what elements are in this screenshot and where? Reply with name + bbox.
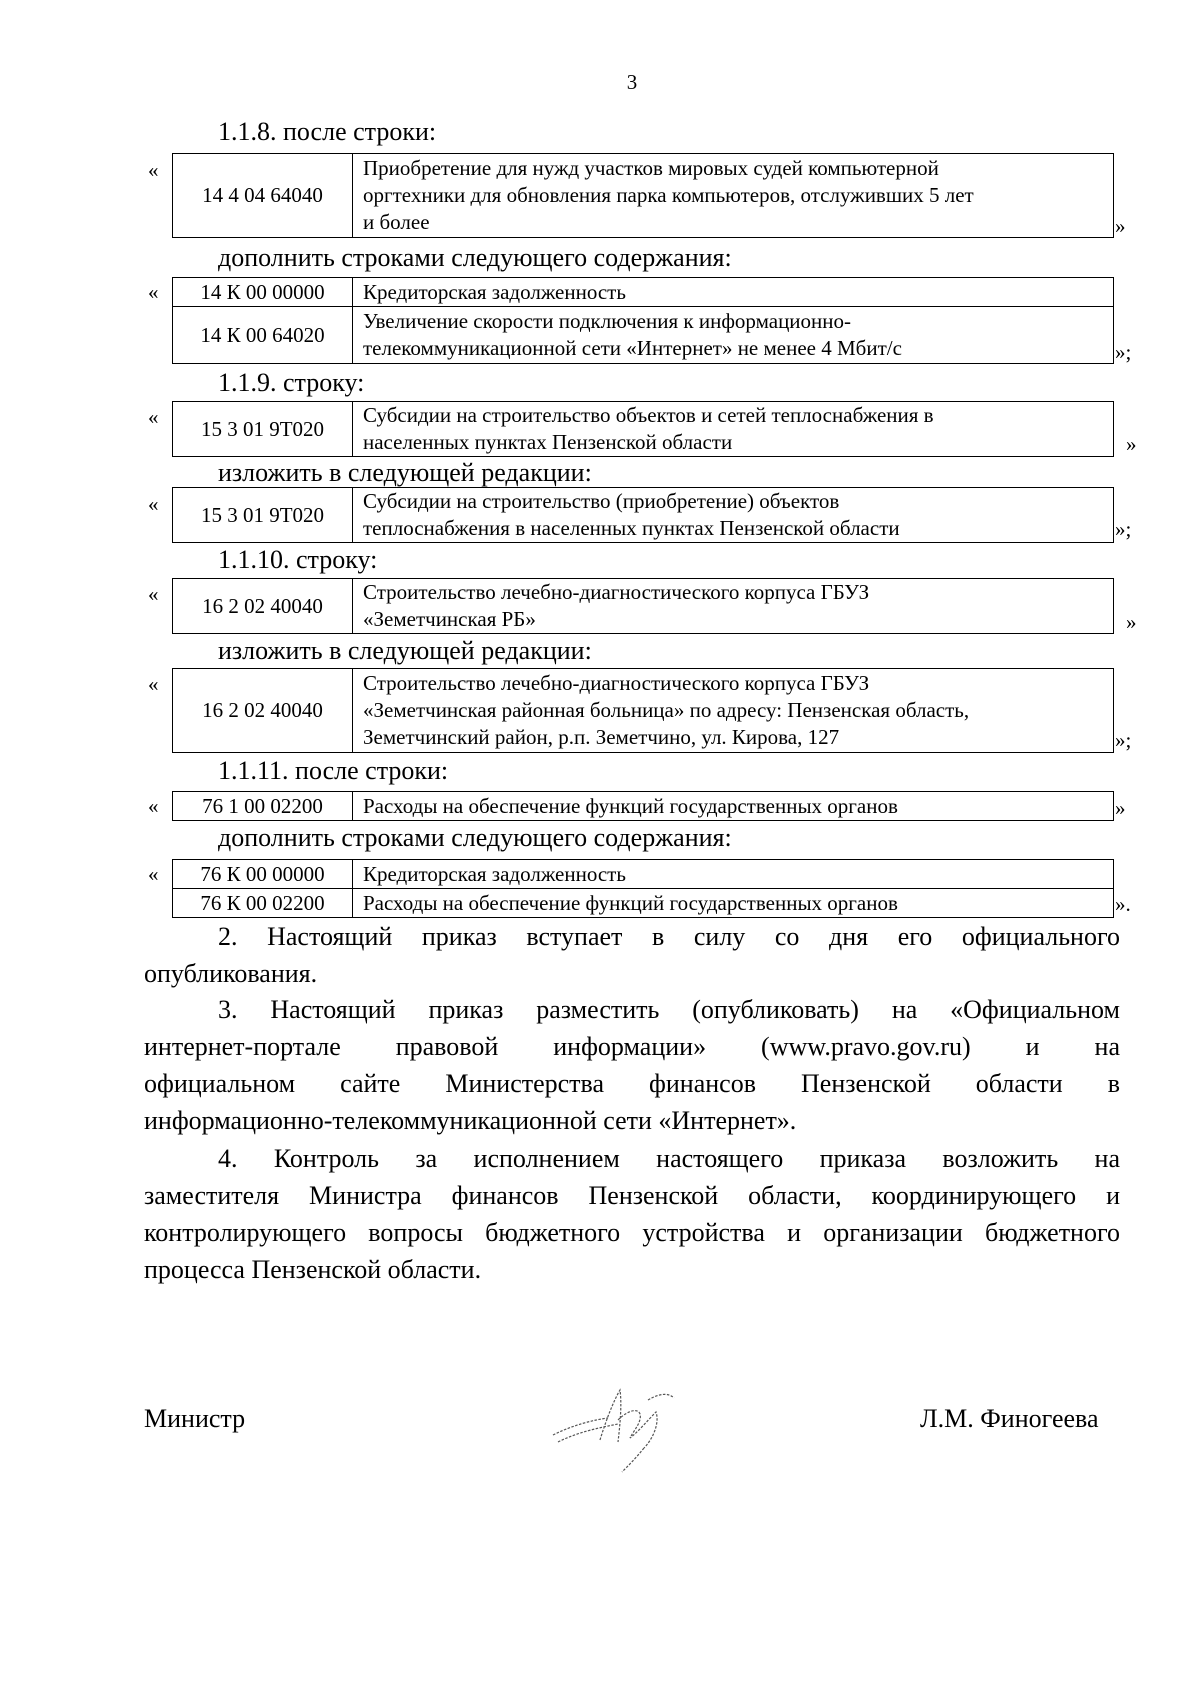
open-quote: « (148, 862, 159, 886)
code-cell: 76 1 00 02200 (173, 792, 353, 821)
close-quote-semicolon: »; (1115, 517, 1132, 541)
description-cell: Субсидии на строительство объектов и сетей теплоснабжения в населенных пунктах Пензенской области (353, 402, 1114, 457)
table-row-15301-old (172, 401, 1114, 457)
heading-edit: изложить в следующей редакции: (218, 636, 592, 665)
table-row-14404 (172, 153, 1114, 238)
close-quote: » (1115, 214, 1126, 238)
description-cell: Расходы на обеспечение функций государственных органов (353, 792, 1114, 821)
open-quote: « (148, 582, 159, 606)
code-cell: 15 3 01 9Т020 (173, 488, 353, 543)
open-quote: « (148, 492, 159, 516)
open-quote: « (148, 280, 159, 304)
description-cell: Строительство лечебно-диагностического корпуса ГБУЗ «Земетчинская районная больница» по адресу: Пензенская область, Земетчинский район, р.п. Земетчино, ул. Кирова, 127 (353, 669, 1114, 753)
code-cell: 14 4 04 64040 (173, 154, 353, 238)
code-cell: 14 К 00 64020 (173, 307, 353, 364)
code-cell: 76 К 00 00000 (173, 860, 353, 889)
heading-1-1-9: 1.1.9. строку: (218, 368, 365, 397)
code-cell: 15 3 01 9Т020 (173, 402, 353, 457)
signatory-title: Министр (144, 1404, 246, 1433)
description-cell: Приобретение для нужд участков мировых судей компьютерной оргтехники для обновления парка компьютеров, отслуживших 5 лет и более (353, 154, 1114, 238)
table-row-76100 (172, 791, 1114, 821)
code-cell: 14 К 00 00000 (173, 278, 353, 307)
table-row-16202-old (172, 578, 1114, 634)
close-quote-semicolon: »; (1115, 340, 1132, 364)
heading-add-rows: дополнить строками следующего содержания: (218, 823, 732, 852)
description-cell: Субсидии на строительство (приобретение) объектов теплоснабжения в населенных пунктах Пензенской области (353, 488, 1114, 543)
table-row-16202-new (172, 668, 1114, 753)
heading-1-1-10: 1.1.10. строку: (218, 545, 378, 574)
table-added-rows-14K (172, 277, 1114, 364)
code-cell: 76 К 00 02200 (173, 889, 353, 918)
close-quote-period: ». (1115, 892, 1131, 916)
page-number: 3 (626, 70, 638, 94)
close-quote-semicolon: »; (1115, 728, 1132, 752)
description-cell: Увеличение скорости подключения к информационно- телекоммуникационной сети «Интернет» не менее 4 Мбит/с (353, 307, 1114, 364)
paragraph-2: 2. Настоящий приказ вступает в силу со дня его официального опубликования. (144, 922, 1120, 988)
paragraph-4: 4. Контроль за исполнением настоящего приказа возложить на заместителя Министра финансов Пензенской области, координирующего и контролирующего вопросы бюджетного устройства и организации бюджетного процесса Пензенской области. (144, 1144, 1120, 1284)
code-cell: 16 2 02 40040 (173, 579, 353, 634)
signatory-name: Л.М. Финогеева (920, 1404, 1099, 1433)
open-quote: « (148, 158, 159, 182)
description-cell: Кредиторская задолженность (353, 860, 1114, 889)
description-cell: Кредиторская задолженность (353, 278, 1114, 307)
paragraph-3: 3. Настоящий приказ разместить (опубликовать) на «Официальном интернет-портале правовой информации» (www.pravo.gov.ru) и на официальном сайте Министерства финансов Пензенской области в информационно-телекоммуникационной сети «Интернет». (144, 995, 1120, 1135)
heading-1-1-8: 1.1.8. после строки: (218, 117, 437, 146)
code-cell: 16 2 02 40040 (173, 669, 353, 753)
heading-add-rows: дополнить строками следующего содержания: (218, 243, 732, 272)
open-quote: « (148, 672, 159, 696)
open-quote: « (148, 405, 159, 429)
table-added-rows-76K (172, 859, 1114, 918)
heading-edit: изложить в следующей редакции: (218, 458, 592, 487)
open-quote: « (148, 794, 159, 818)
close-quote: » (1115, 796, 1126, 820)
close-quote: » (1126, 432, 1137, 456)
description-cell: Расходы на обеспечение функций государственных органов (353, 889, 1114, 918)
close-quote: » (1126, 610, 1137, 634)
table-row-15301-new (172, 487, 1114, 543)
handwritten-signature (548, 1380, 698, 1475)
heading-1-1-11: 1.1.11. после строки: (218, 756, 449, 785)
description-cell: Строительство лечебно-диагностического корпуса ГБУЗ «Земетчинская РБ» (353, 579, 1114, 634)
